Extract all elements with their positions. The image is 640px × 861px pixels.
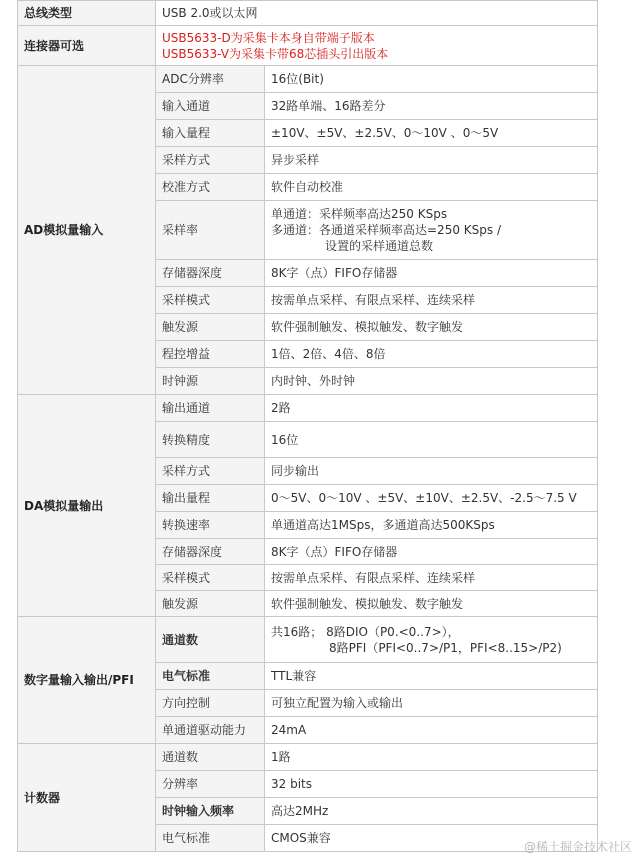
- ad-label: 校准方式: [156, 174, 265, 201]
- counter-value: CMOS兼容: [265, 825, 598, 852]
- group-label-da: DA模拟量输出: [18, 395, 156, 617]
- ad-value: 异步采样: [265, 147, 598, 174]
- ad-value: ±10V、±5V、±2.5V、0～10V 、0～5V: [265, 120, 598, 147]
- counter-label: 时钟输入频率: [156, 798, 265, 825]
- ad-value: 软件强制触发、模拟触发、数字触发: [265, 314, 598, 341]
- row-value-connector: [156, 26, 598, 66]
- table-row: [18, 1, 598, 26]
- row-label-bus: 总线类型: [18, 1, 156, 26]
- table-row: [18, 744, 598, 771]
- counter-label: 电气标准: [156, 825, 265, 852]
- da-value: 同步输出: [265, 458, 598, 485]
- da-value: 0～5V、0～10V 、±5V、±10V、±2.5V、-2.5～7.5 V: [265, 485, 598, 512]
- ad-label: 程控增益: [156, 341, 265, 368]
- da-value: 16位: [265, 422, 598, 458]
- ad-label: 采样率: [156, 201, 265, 260]
- dio-label: 方向控制: [156, 690, 265, 717]
- da-label: 输出量程: [156, 485, 265, 512]
- da-label: 转换速率: [156, 512, 265, 539]
- spec-table: [17, 0, 598, 852]
- sample-rate-multi: 多通道：各通道采样频率高达=250 KSps /: [271, 223, 501, 237]
- dio-value-channels: [265, 617, 598, 663]
- da-value: 软件强制触发、模拟触发、数字触发: [265, 591, 598, 617]
- table-row: [18, 26, 598, 66]
- table-row: [18, 395, 598, 422]
- sample-rate-single: 单通道：采样频率高达250 KSps: [271, 207, 448, 221]
- counter-label: 分辨率: [156, 771, 265, 798]
- group-label-ad: AD模拟量输入: [18, 66, 156, 395]
- dio-value: 可独立配置为输入或输出: [265, 690, 598, 717]
- da-label: 采样模式: [156, 565, 265, 591]
- dio-label: 单通道驱动能力: [156, 717, 265, 744]
- ad-value: 软件自动校准: [265, 174, 598, 201]
- ad-label: 输入通道: [156, 93, 265, 120]
- ad-label: 存储器深度: [156, 260, 265, 287]
- group-label-dio: 数字量输入输出/PFI: [18, 617, 156, 744]
- ad-value: 1倍、2倍、4倍、8倍: [265, 341, 598, 368]
- dio-value: TTL兼容: [265, 663, 598, 690]
- dio-label: 通道数: [156, 617, 265, 663]
- counter-label: 通道数: [156, 744, 265, 771]
- da-value: 2路: [265, 395, 598, 422]
- ad-label: 采样模式: [156, 287, 265, 314]
- dio-label: 电气标准: [156, 663, 265, 690]
- ad-label: 输入量程: [156, 120, 265, 147]
- da-value: 8K字（点）FIFO存储器: [265, 539, 598, 565]
- ad-label: 触发源: [156, 314, 265, 341]
- ad-value-sample-rate: [265, 201, 598, 260]
- ad-value: 内时钟、外时钟: [265, 368, 598, 395]
- da-label: 存储器深度: [156, 539, 265, 565]
- da-label: 输出通道: [156, 395, 265, 422]
- row-label-connector: 连接器可选: [18, 26, 156, 66]
- dio-value: 24mA: [265, 717, 598, 744]
- da-value: 按需单点采样、有限点采样、连续采样: [265, 565, 598, 591]
- counter-value: 32 bits: [265, 771, 598, 798]
- dio-channels-line-1: 共16路； 8路DIO（P0.<0..7>），: [271, 624, 460, 639]
- counter-value: 1路: [265, 744, 598, 771]
- table-row: [18, 617, 598, 663]
- sample-rate-multi-cont: 设置的采样通道总数: [325, 239, 434, 253]
- ad-value: 16位(Bit): [265, 66, 598, 93]
- da-value: 单通道高达1MSps，多通道高达500KSps: [265, 512, 598, 539]
- connector-option-v: USB5633-V为采集卡带68芯插头引出版本: [162, 46, 389, 61]
- ad-label: 时钟源: [156, 368, 265, 395]
- ad-label: 采样方式: [156, 147, 265, 174]
- row-value-bus: USB 2.0或以太网: [156, 1, 598, 26]
- ad-label: ADC分辨率: [156, 66, 265, 93]
- table-row: [18, 66, 598, 93]
- ad-value: 8K字（点）FIFO存储器: [265, 260, 598, 287]
- da-label: 采样方式: [156, 458, 265, 485]
- connector-option-d: USB5633-D为采集卡本身自带端子版本: [162, 30, 375, 45]
- ad-value: 32路单端、16路差分: [265, 93, 598, 120]
- ad-value: 按需单点采样、有限点采样、连续采样: [265, 287, 598, 314]
- da-label: 触发源: [156, 591, 265, 617]
- group-label-counter: 计数器: [18, 744, 156, 852]
- dio-channels-line-2: 8路PFI（PFI<0..7>/P1，PFI<8..15>/P2): [329, 640, 562, 655]
- counter-value: 高达2MHz: [265, 798, 598, 825]
- watermark-text: @稀土掘金技术社区: [523, 840, 632, 854]
- da-label: 转换精度: [156, 422, 265, 458]
